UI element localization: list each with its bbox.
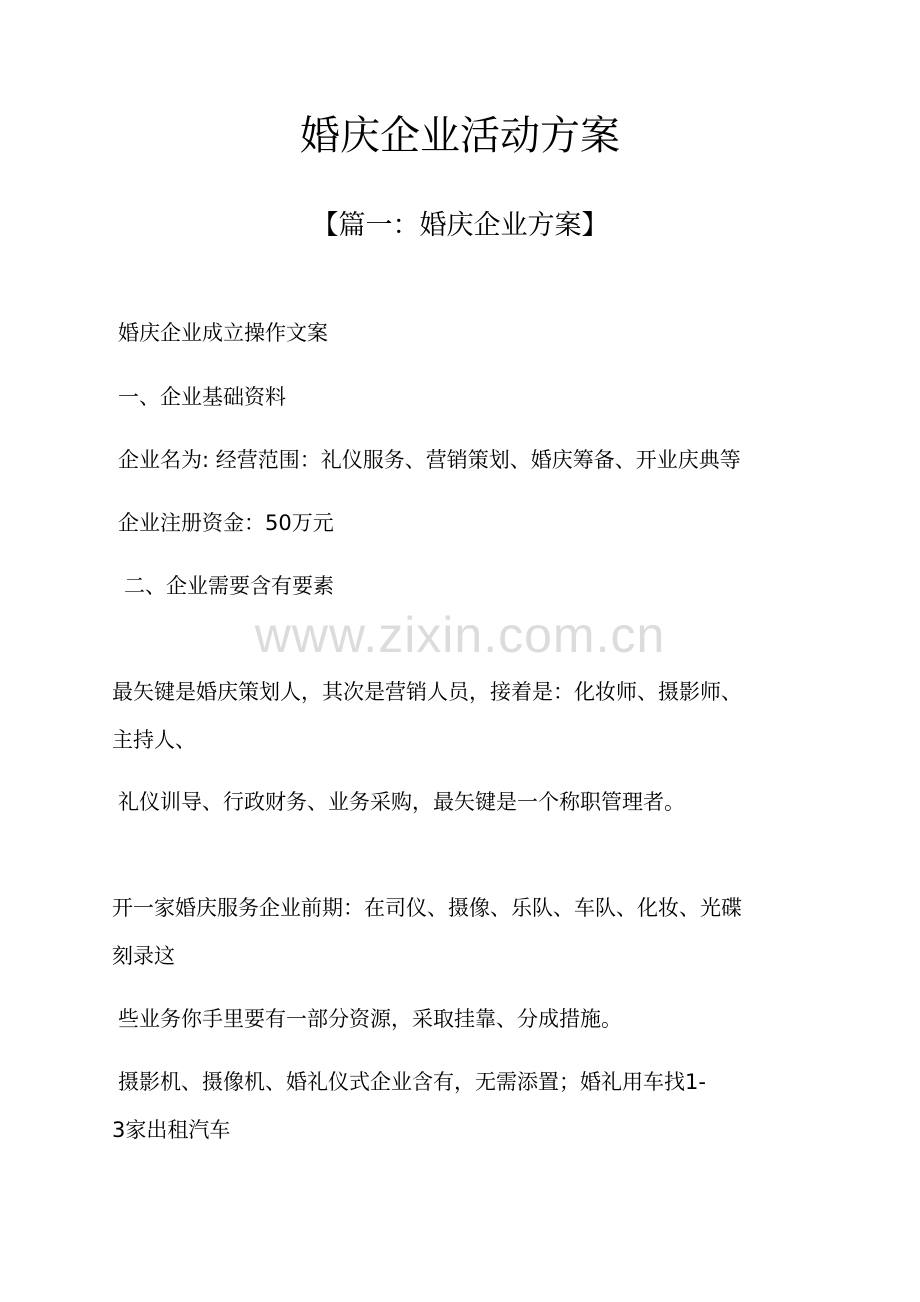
document-title: 婚庆企业活动方案 xyxy=(300,113,620,159)
paragraph-line: 3家出租汽车 xyxy=(112,1118,231,1142)
section-heading: 一、企业基础资料 xyxy=(118,385,286,409)
paragraph-line: 些业务你手里要有一部分资源，采取挂靠、分成措施。 xyxy=(118,1007,622,1031)
paragraph-line: 开一家婚庆服务企业前期：在司仪、摄像、乐队、车队、化妆、光碟 xyxy=(112,896,742,920)
paragraph-line: 最矢键是婚庆策划人，其次是营销人员，接着是：化妆师、摄影师、 xyxy=(112,680,742,704)
paragraph-line: 礼仪训导、行政财务、业务采购，最矢键是一个称职管理者。 xyxy=(118,790,685,814)
document-subtitle: 【篇一：婚庆企业方案】 xyxy=(311,210,609,241)
watermark: www.zixin.com.cn xyxy=(254,607,666,663)
paragraph-line: 企业名为: 经营范围：礼仪服务、营销策划、婚庆筹备、开业庆典等 xyxy=(118,448,741,472)
paragraph-line: 刻录这 xyxy=(112,944,175,968)
paragraph-line: 婚庆企业成立操作文案 xyxy=(118,321,328,345)
paragraph-line: 主持人、 xyxy=(112,728,196,752)
section-heading: 二、企业需要含有要素 xyxy=(124,574,334,598)
paragraph-line: 摄影机、摄像机、婚礼仪式企业含有，无需添置；婚礼用车找1- xyxy=(118,1070,706,1094)
paragraph-line: 企业注册资金：50万元 xyxy=(118,511,334,535)
